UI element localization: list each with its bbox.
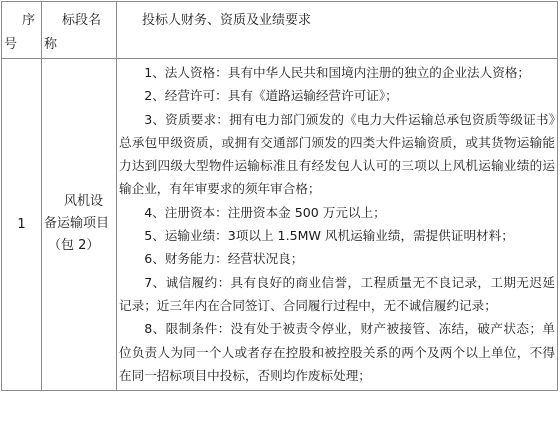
header-requirements-cell xyxy=(117,2,558,59)
requirements-table xyxy=(1,1,558,391)
row-no: 1 xyxy=(17,217,26,233)
requirement-item: 6、财务能力：经营状况良； xyxy=(144,251,304,267)
row-name-line3: （包 2） xyxy=(48,237,100,253)
header-no-line1: 序 xyxy=(22,13,36,28)
table-row xyxy=(2,59,558,391)
requirement-item: 3、资质要求：拥有电力部门颁发的《电力大件运输总承包资质等级证书》总承包甲级资质，或拥有交通部门颁发的四类大件运输资质，或其货物运输能力达到四级大型物件运输标准且有经发包人认可的三项以上风机运输业绩的运输企业，有年审要求的须年审合格； xyxy=(119,111,555,197)
row-requirements-cell xyxy=(117,59,558,391)
header-row xyxy=(2,2,558,59)
header-no-line2: 号 xyxy=(4,37,18,52)
header-name-cell xyxy=(42,2,117,59)
row-name-cell xyxy=(42,59,117,391)
header-requirements: 投标人财务、资质及业绩要求 xyxy=(142,13,312,28)
requirement-item: 4、注册资本：注册资本金 500 万元以上； xyxy=(144,204,386,220)
row-name-line2: 备运输项目 xyxy=(44,215,110,231)
row-name-line1: 风机设 xyxy=(64,193,104,209)
requirement-item: 5、运输业绩：3项以上 1.5MW 风机运输业绩，需提供证明材料； xyxy=(144,228,514,244)
requirement-item: 8、限制条件：没有处于被责令停业，财产被接管、冻结，破产状态；单位负责人为同一个人或者存在控股和被控股关系的两个及两个以上单位，不得在同一招标项目中投标，否则均作废标处理； xyxy=(119,321,555,383)
header-name-line1: 标段名 xyxy=(62,13,102,28)
requirement-item: 1、法人资格：具有中华人民共和国境内注册的独立的企业法人资格； xyxy=(144,65,531,80)
header-name-line2: 称 xyxy=(44,37,58,52)
requirement-item: 2、经营许可：具有《道路运输经营许可证》； xyxy=(144,88,398,104)
header-no-cell xyxy=(2,2,42,59)
row-no-cell xyxy=(2,59,42,391)
requirement-item: 7、诚信履约：具有良好的商业信誉，工程质量无不良记录，工期无迟延记录；近三年内在合同签订、合同履行过程中，无不诚信履约记录； xyxy=(119,274,555,313)
